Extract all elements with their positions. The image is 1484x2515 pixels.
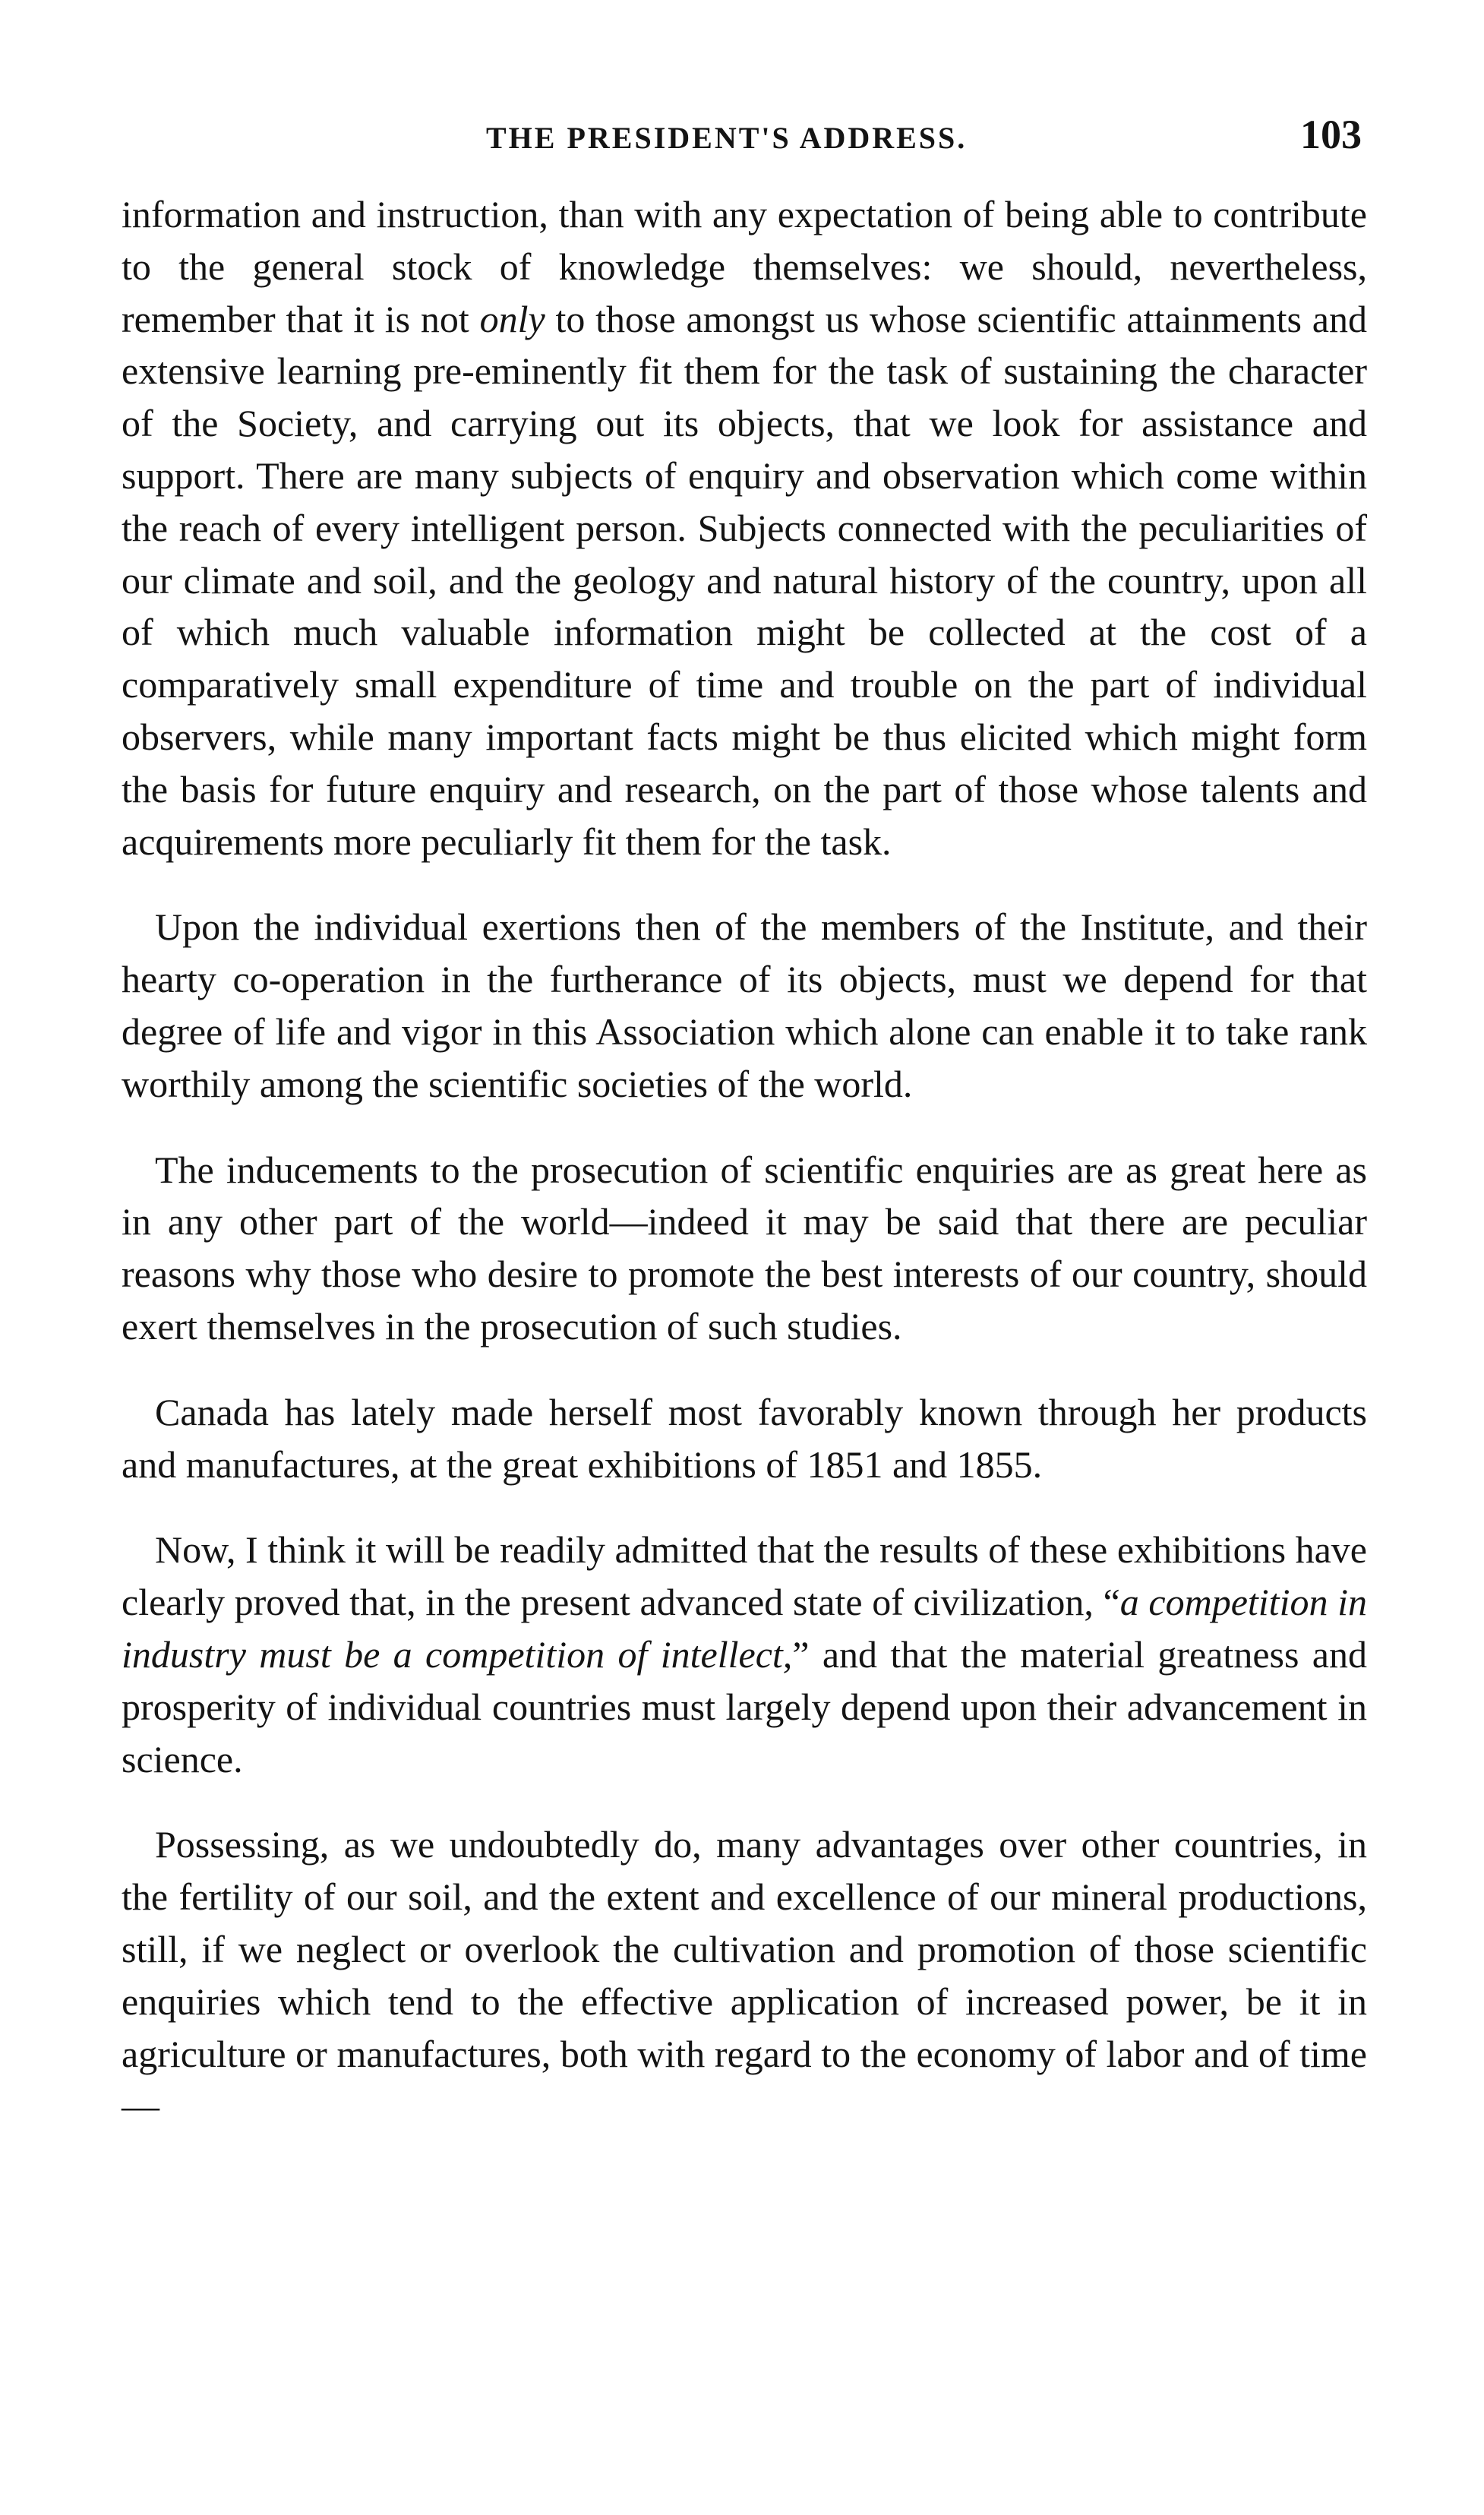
paragraph-1-part-1: information and instruction, than with any expectation of being able to contribute to the general stock of knowledge themselves: we should, nevertheless, remember that it is not [122, 193, 1367, 340]
paragraph-1-emphasis: only [479, 297, 545, 340]
paragraph-5 [122, 1524, 1367, 1785]
paragraph-5-part-1: Now, I think it will be readily admitted that the results of these exhibitions have clearly proved that, in the present advanced state of civilization, “ [122, 1528, 1367, 1624]
running-head [0, 106, 1484, 175]
page-number: 103 [1300, 112, 1362, 157]
paragraph-2: Upon the individual exertions then of the members of the Institute, and their hearty co-operation in the furtherance of its objects, must we depend for that degree of life and vigor in this Association which alone can enable it to take rank worthily among the scientific societies of the world. [122, 905, 1367, 1105]
paragraph-1-part-2: to those amongst us whose scientific attainments and extensive learning pre-eminently fit them for the task of sustaining the character of the Society, and carrying out its objects, that we look for assistance and support. There are many subjects of enquiry and observation which come within the reach of every intelligent person. Subjects connected with the peculiarities of our climate and soil, and the geology and natural history of the country, upon all of which much valuable information might be collected at the cost of a comparatively small expenditure of time and trouble on the part of individual observers, while many important facts might be thus elicited which might form the basis for future enquiry and research, on the part of those whose talents and acquirements more peculiarly fit them for the task. [122, 297, 1367, 863]
running-title: THE PRESIDENT'S ADDRESS. [486, 121, 968, 155]
body-text [122, 188, 1367, 2132]
paragraph-3: The inducements to the prosecution of scientific enquiries are as great here as in any other part of the world—indeed it may be said that there are peculiar reasons why those who desire to promote the best interests of our country, should exert themselves in the prosecution of such studies. [122, 1148, 1367, 1348]
paragraph-4: Canada has lately made herself most favorably known through her products and manufactures, at the great exhibitions of 1851 and 1855. [122, 1390, 1367, 1486]
paragraph-6: Possessing, as we undoubtedly do, many advantages over other countries, in the fertility of our soil, and the extent and excellence of our mineral productions, still, if we neglect or overlook the cultivation and promotion of those scientific enquiries which tend to the effective application of increased power, be it in agriculture or manufactures, both with regard to the economy of labor and of time— [122, 1823, 1367, 2128]
paragraph-5-quotation: a competition in industry must be a competition of intellect, [122, 1581, 1367, 1676]
paragraph-5-part-2: ” and that the material greatness and prosperity of individual countries must largely depend upon their advancement in science. [122, 1632, 1367, 1780]
paragraph-1 [122, 188, 1367, 867]
